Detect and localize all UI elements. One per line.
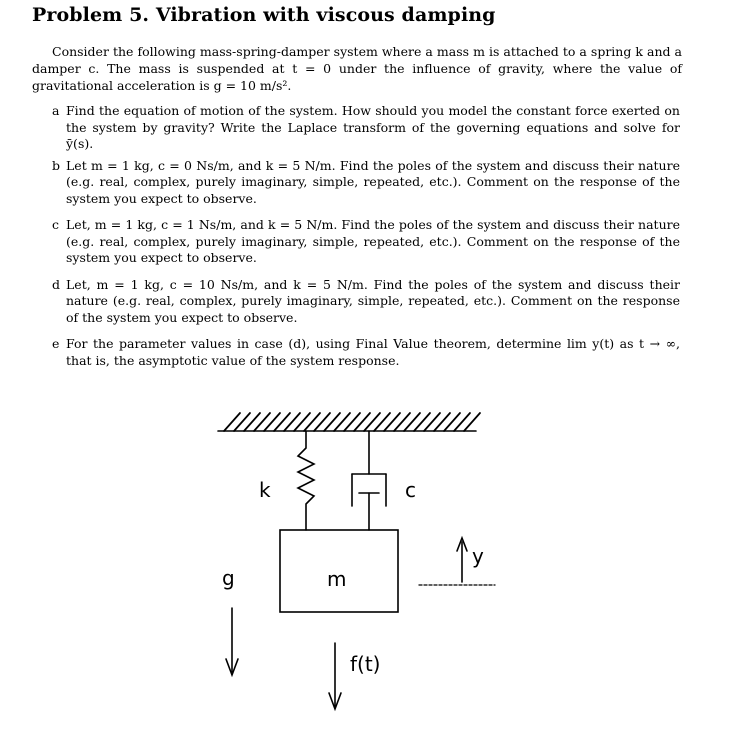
gravity-arrow	[226, 608, 238, 675]
damper	[352, 431, 386, 530]
ceiling-hatching	[224, 413, 480, 431]
part-c-text: Let, m = 1 kg, c = 1 Ns/m, and k = 5 N/m. Find the poles of the system and discuss their nature (e.g. real, complex, purely imaginary, simple, repeated, etc.). Comment on the response of the system you expect to observe.	[66, 217, 680, 265]
mass-label: m	[327, 567, 347, 591]
part-b-label: b	[52, 157, 61, 173]
gravity-label: g	[222, 566, 235, 590]
part-d-text: Let, m = 1 kg, c = 10 Ns/m, and k = 5 N/m. Find the poles of the system and discuss their nature (e.g. real, complex, purely imaginary, simple, repeated, etc.). Comment on the response of the system you expect to observe.	[66, 276, 680, 325]
part-a-text: Find the equation of motion of the system. How should you model the constant force exerted on the system by gravity? Write the Laplace transform of the governing equations and solve for ȳ(s).	[66, 103, 680, 151]
part-e-text: For the parameter values in case (d), using Final Value theorem, determine lim y(t) as t → ∞, that is, the asymptotic value of the system response.	[66, 336, 680, 368]
part-a-label: a	[52, 103, 60, 118]
part-c-label: c	[52, 217, 60, 232]
part-d-label: d	[52, 276, 61, 292]
displacement-label: y	[472, 544, 484, 568]
spring-coil	[298, 431, 314, 530]
force-arrow	[329, 643, 341, 709]
force-label: f(t)	[350, 652, 381, 676]
problem-title: Problem 5. Vibration with viscous damping	[32, 4, 496, 26]
part-b-text: Let m = 1 kg, c = 0 Ns/m, and k = 5 N/m. Find the poles of the system and discuss their nature (e.g. real, complex, purely imaginary, simple, repeated, etc.). Comment on the response of the system you expect to observe.	[66, 157, 680, 206]
damper-label: c	[405, 478, 416, 502]
spring-label: k	[259, 478, 271, 502]
part-e-label: e	[52, 336, 60, 351]
intro-text: Consider the following mass-spring-damper system where a mass m is attached to a spring k and a damper c. The mass is suspended at t = 0 under the influence of gravity, where the value of gravitational acceleration is g = 10 m/s².	[32, 44, 682, 93]
